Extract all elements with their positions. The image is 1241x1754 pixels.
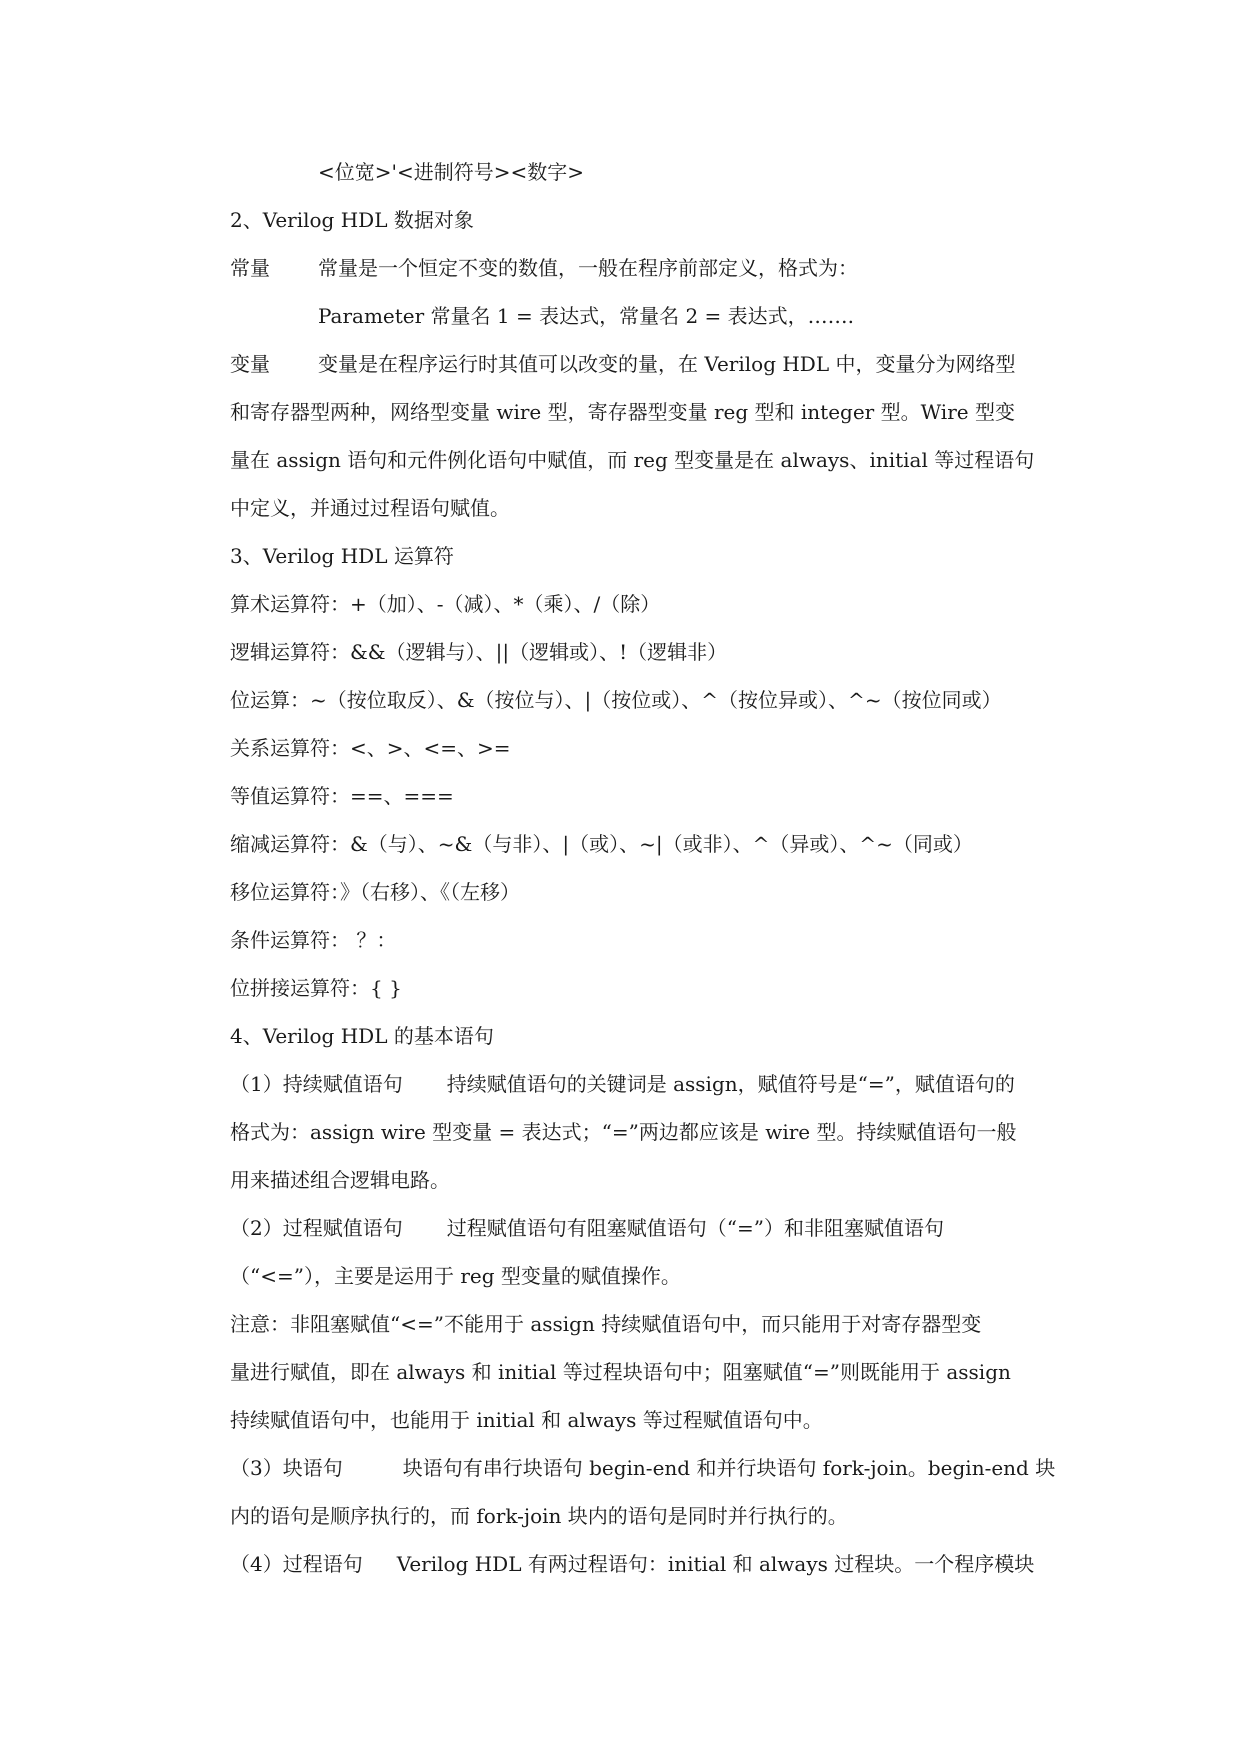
paragraph-line: 用来描述组合逻辑电路。 <box>230 1168 450 1192</box>
item-text: 持续赋值语句的关键词是 assign，赋值符号是“=”，赋值语句的 <box>446 1072 1015 1096</box>
item-label: （3）块语句 <box>230 1456 343 1480</box>
procedural-statement <box>230 1550 1050 1578</box>
concatenation-operators: 位拼接运算符：{ } <box>230 976 402 1000</box>
item-label: （4）过程语句 <box>230 1552 363 1576</box>
paragraph-line: 和寄存器型两种，网络型变量 wire 型，寄存器型变量 reg 型和 integer 型。Wire 型变 <box>230 400 1015 424</box>
paragraph-line: 内的语句是顺序执行的，而 fork-join 块内的语句是同时并行执行的。 <box>230 1504 848 1528</box>
procedural-assignment <box>230 1214 1050 1242</box>
paragraph-line: 持续赋值语句中，也能用于 initial 和 always 等过程赋值语句中。 <box>230 1408 823 1432</box>
paragraph-line: （“<=”），主要是运用于 reg 型变量的赋值操作。 <box>230 1264 681 1288</box>
equality-operators: 等值运算符：==、=== <box>230 784 454 808</box>
number-format: <位宽>'<进制符号><数字> <box>318 160 585 184</box>
reduction-operators: 缩减运算符：&（与）、~&（与非）、|（或）、~|（或非）、^（异或）、^~（同或） <box>230 832 973 856</box>
section-heading-data-objects: 2、Verilog HDL 数据对象 <box>230 208 474 232</box>
continuous-assignment <box>230 1070 1050 1098</box>
term-text: 常量是一个恒定不变的数值，一般在程序前部定义，格式为： <box>318 256 858 280</box>
note-line: 注意：非阻塞赋值“<=”不能用于 assign 持续赋值语句中，而只能用于对寄存器型变 <box>230 1312 982 1336</box>
variable-definition <box>230 350 1050 378</box>
term-label: 常量 <box>230 256 270 280</box>
section-heading-statements: 4、Verilog HDL 的基本语句 <box>230 1024 494 1048</box>
conditional-operators: 条件运算符： ？： <box>230 928 397 952</box>
paragraph-line: 量进行赋值，即在 always 和 initial 等过程块语句中；阻塞赋值“=”则既能用于 assign <box>230 1360 1011 1384</box>
bitwise-operators: 位运算：~（按位取反）、&（按位与）、|（按位或）、^（按位异或）、^~（按位同或） <box>230 688 1002 712</box>
paragraph-line: 中定义，并通过过程语句赋值。 <box>230 496 510 520</box>
constant-definition <box>230 254 1050 282</box>
item-label: （1）持续赋值语句 <box>230 1072 403 1096</box>
logical-operators: 逻辑运算符：&&（逻辑与）、||（逻辑或）、!（逻辑非） <box>230 640 728 664</box>
item-label: （2）过程赋值语句 <box>230 1216 403 1240</box>
term-text: 变量是在程序运行时其值可以改变的量，在 Verilog HDL 中，变量分为网络型 <box>318 352 1016 376</box>
block-statement <box>230 1454 1056 1482</box>
item-text: 过程赋值语句有阻塞赋值语句（“=”）和非阻塞赋值语句 <box>446 1216 944 1240</box>
section-heading-operators: 3、Verilog HDL 运算符 <box>230 544 454 568</box>
arithmetic-operators: 算术运算符：+（加）、-（减）、*（乘）、/（除） <box>230 592 661 616</box>
item-text: Verilog HDL 有两过程语句：initial 和 always 过程块。一个程序模块 <box>396 1552 1035 1576</box>
paragraph-line: 量在 assign 语句和元件例化语句中赋值，而 reg 型变量是在 always、initial 等过程语句 <box>230 448 1035 472</box>
parameter-format: Parameter 常量名 1 = 表达式，常量名 2 = 表达式，……. <box>318 304 855 328</box>
item-text: 块语句有串行块语句 begin-end 和并行块语句 fork-join。begin-end 块 <box>402 1456 1056 1480</box>
relational-operators: 关系运算符：<、>、<=、>= <box>230 736 511 760</box>
paragraph-line: 格式为：assign wire 型变量 = 表达式；“=”两边都应该是 wire 型。持续赋值语句一般 <box>230 1120 1017 1144</box>
shift-operators: 移位运算符：》（右移）、《（左移） <box>230 880 520 904</box>
term-label: 变量 <box>230 352 270 376</box>
